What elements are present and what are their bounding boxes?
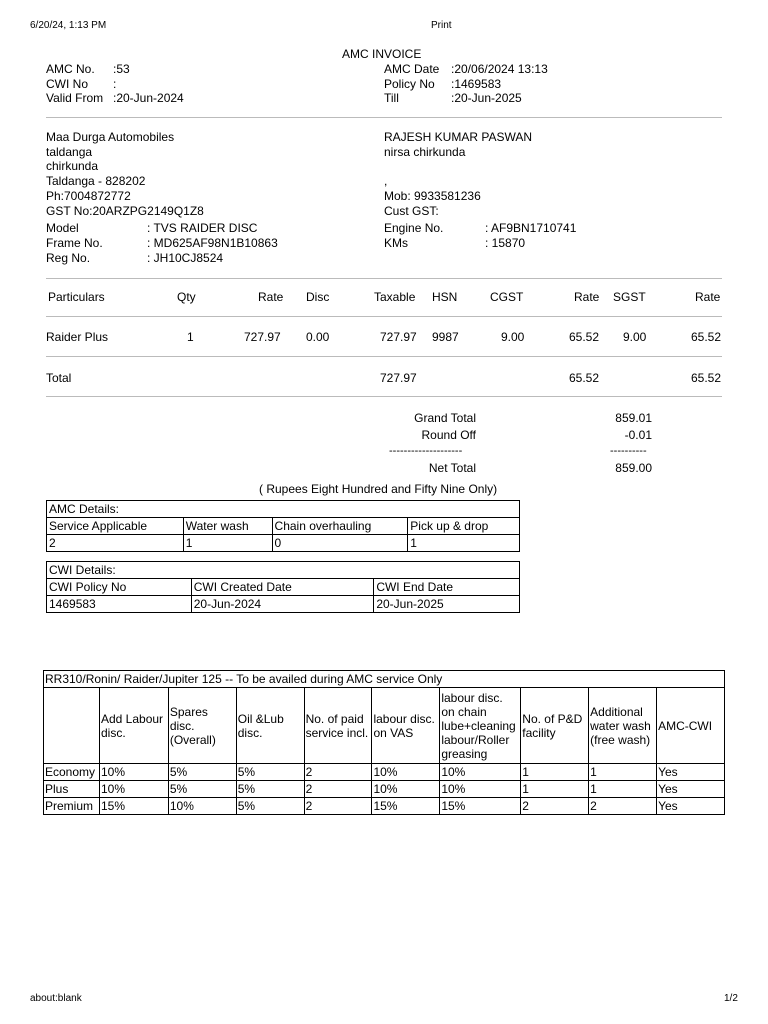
net-total-label: Net Total [428, 461, 476, 475]
col-header-disc: Disc [306, 290, 330, 304]
benefits-cell: 10% [372, 781, 440, 798]
grand-total-value: 859.01 [615, 411, 652, 425]
amc-value-pickup: 1 [408, 535, 520, 552]
benefits-cell: 5% [168, 764, 236, 781]
customer-mobile: Mob: 9933581236 [384, 189, 481, 203]
reg-no-value: : JH10CJ8524 [147, 251, 224, 265]
amc-header-water-wash: Water wash [183, 518, 272, 535]
cwi-no-label: CWI No [46, 77, 88, 91]
cwi-header-policy-no: CWI Policy No [47, 579, 192, 596]
col-header-particulars: Particulars [48, 290, 105, 304]
benefits-cell: 1 [521, 781, 589, 798]
total-cgst-amount: 65.52 [569, 371, 600, 385]
benefits-header-oil-lub-disc: Oil &Lub disc. [236, 688, 304, 764]
print-title: Print [431, 20, 452, 31]
customer-name: RAJESH KUMAR PASWAN [384, 130, 533, 144]
col-header-cgst: CGST [490, 290, 524, 304]
engine-no-label: Engine No. [384, 221, 444, 235]
amc-details-title: AMC Details: [47, 501, 520, 518]
policy-no-value: :1469583 [451, 77, 502, 91]
benefits-header-spares-disc: Spares disc. (Overall) [168, 688, 236, 764]
col-header-rate: Rate [258, 290, 284, 304]
item-sgst-amount: 65.52 [691, 330, 722, 344]
col-header-sgst-rate: Rate [695, 290, 721, 304]
model-label: Model [46, 221, 79, 235]
item-particulars: Raider Plus [46, 330, 109, 344]
cwi-value-end-date: 20-Jun-2025 [374, 596, 520, 613]
item-hsn: 9987 [432, 330, 459, 344]
divider [46, 356, 722, 357]
cwi-header-end-date: CWI End Date [374, 579, 520, 596]
benefits-cell: 5% [236, 764, 304, 781]
benefits-header-chain-lube-disc: labour disc. on chain lube+cleaning labour/Roller greasing [440, 688, 521, 764]
frame-no-value: : MD625AF98N1B10863 [147, 236, 278, 250]
dealer-gst: GST No:20ARZPG2149Q1Z8 [46, 204, 204, 218]
benefits-cell: 2 [304, 764, 372, 781]
amc-header-service: Service Applicable [47, 518, 184, 535]
dealer-name: Maa Durga Automobiles [46, 130, 175, 144]
benefits-cell: 2 [521, 798, 589, 815]
cwi-details-title: CWI Details: [47, 562, 520, 579]
benefits-header-vas-disc: labour disc. on VAS [372, 688, 440, 764]
round-off-value: -0.01 [624, 428, 652, 442]
item-disc: 0.00 [306, 330, 330, 344]
amc-value-chain: 0 [272, 535, 408, 552]
divider [46, 117, 722, 118]
dealer-address-line1: taldanga [46, 145, 93, 159]
benefits-cell: 5% [236, 781, 304, 798]
benefits-cell: 10% [99, 781, 168, 798]
benefits-title: RR310/Ronin/ Raider/Jupiter 125 -- To be availed during AMC service Only [44, 671, 725, 688]
benefits-cell: 1 [521, 764, 589, 781]
reg-no-label: Reg No. [46, 251, 91, 265]
total-label: Total [46, 371, 72, 385]
col-header-taxable: Taxable [374, 290, 416, 304]
print-page-number: 1/2 [724, 993, 738, 1004]
till-value: :20-Jun-2025 [451, 91, 522, 105]
print-url: about:blank [30, 993, 82, 1004]
customer-address-comma: , [384, 174, 388, 188]
kms-value: : 15870 [485, 236, 526, 250]
amc-header-chain: Chain overhauling [272, 518, 408, 535]
amc-no-label: AMC No. [46, 62, 95, 76]
divider [46, 316, 722, 317]
model-value: : TVS RAIDER DISC [147, 221, 258, 235]
benefits-cell: 15% [99, 798, 168, 815]
till-label: Till [384, 91, 399, 105]
policy-no-label: Policy No [384, 77, 435, 91]
divider [46, 396, 722, 397]
dealer-address-line3: Taldanga - 828202 [46, 174, 146, 188]
benefits-cell: 2 [589, 798, 657, 815]
table-row [44, 798, 725, 815]
print-datetime: 6/20/24, 1:13 PM [30, 20, 107, 31]
cwi-details-table [46, 561, 520, 613]
benefits-cell: Yes [657, 764, 725, 781]
cwi-value-created-date: 20-Jun-2024 [191, 596, 374, 613]
benefits-cell: 10% [440, 781, 521, 798]
benefits-cell: 2 [304, 798, 372, 815]
col-header-cgst-rate: Rate [574, 290, 600, 304]
invoice-title: AMC INVOICE [342, 47, 422, 61]
benefits-cell: 1 [589, 764, 657, 781]
benefits-cell: 15% [440, 798, 521, 815]
item-cgst-amount: 65.52 [569, 330, 600, 344]
benefits-cell: 1 [589, 781, 657, 798]
dealer-address-line2: chirkunda [46, 159, 99, 173]
round-off-label: Round Off [421, 428, 476, 442]
total-taxable: 727.97 [380, 371, 417, 385]
benefits-header-water-wash: Additional water wash (free wash) [589, 688, 657, 764]
benefits-cell: Plus [44, 781, 100, 798]
dealer-phone: Ph:7004872772 [46, 189, 131, 203]
benefits-table [43, 670, 725, 815]
cwi-value-policy-no: 1469583 [47, 596, 192, 613]
amc-date-label: AMC Date [384, 62, 440, 76]
benefits-cell: 5% [236, 798, 304, 815]
engine-no-value: : AF9BN1710741 [485, 221, 577, 235]
net-total-value: 859.00 [615, 461, 652, 475]
grand-total-label: Grand Total [414, 411, 476, 425]
table-row [44, 764, 725, 781]
benefits-header-pd-facility: No. of P&D facility [521, 688, 589, 764]
total-sgst-amount: 65.52 [691, 371, 722, 385]
amc-details-table [46, 500, 520, 552]
amc-value-service: 2 [47, 535, 184, 552]
col-header-hsn: HSN [432, 290, 458, 304]
kms-label: KMs [384, 236, 408, 250]
item-rate: 727.97 [244, 330, 281, 344]
item-sgst-percent: 9.00 [623, 330, 647, 344]
benefits-cell: 5% [168, 781, 236, 798]
benefits-cell: Yes [657, 781, 725, 798]
benefits-cell: Economy [44, 764, 100, 781]
benefits-cell: 10% [168, 798, 236, 815]
benefits-cell: Premium [44, 798, 100, 815]
valid-from-value: :20-Jun-2024 [113, 91, 184, 105]
customer-address: nirsa chirkunda [384, 145, 466, 159]
benefits-cell: 10% [372, 764, 440, 781]
cwi-no-value: : [113, 77, 117, 91]
amount-in-words: ( Rupees Eight Hundred and Fifty Nine Only) [259, 482, 498, 496]
benefits-cell: 10% [440, 764, 521, 781]
valid-from-label: Valid From [46, 91, 104, 105]
customer-gst: Cust GST: [384, 204, 439, 218]
benefits-cell: 2 [304, 781, 372, 798]
benefits-header-labour-disc: Add Labour disc. [99, 688, 168, 764]
col-header-sgst: SGST [613, 290, 646, 304]
item-cgst-percent: 9.00 [501, 330, 525, 344]
divider [46, 278, 722, 279]
col-header-qty: Qty [177, 290, 196, 304]
benefits-cell: 10% [99, 764, 168, 781]
item-qty: 1 [187, 330, 194, 344]
separator-left: -------------------- [389, 445, 463, 457]
amc-header-pickup: Pick up & drop [408, 518, 520, 535]
benefits-header-paid-service: No. of paid service incl. [304, 688, 372, 764]
item-taxable: 727.97 [380, 330, 417, 344]
amc-no-value: :53 [113, 62, 130, 76]
amc-date-value: :20/06/2024 13:13 [451, 62, 548, 76]
benefits-cell: Yes [657, 798, 725, 815]
amc-value-water-wash: 1 [183, 535, 272, 552]
benefits-header-amc-cwi: AMC-CWI [657, 688, 725, 764]
separator-right: ---------- [610, 445, 647, 457]
frame-no-label: Frame No. [46, 236, 103, 250]
benefits-cell: 15% [372, 798, 440, 815]
table-row [44, 781, 725, 798]
benefits-header-plan [44, 688, 100, 764]
cwi-header-created-date: CWI Created Date [191, 579, 374, 596]
